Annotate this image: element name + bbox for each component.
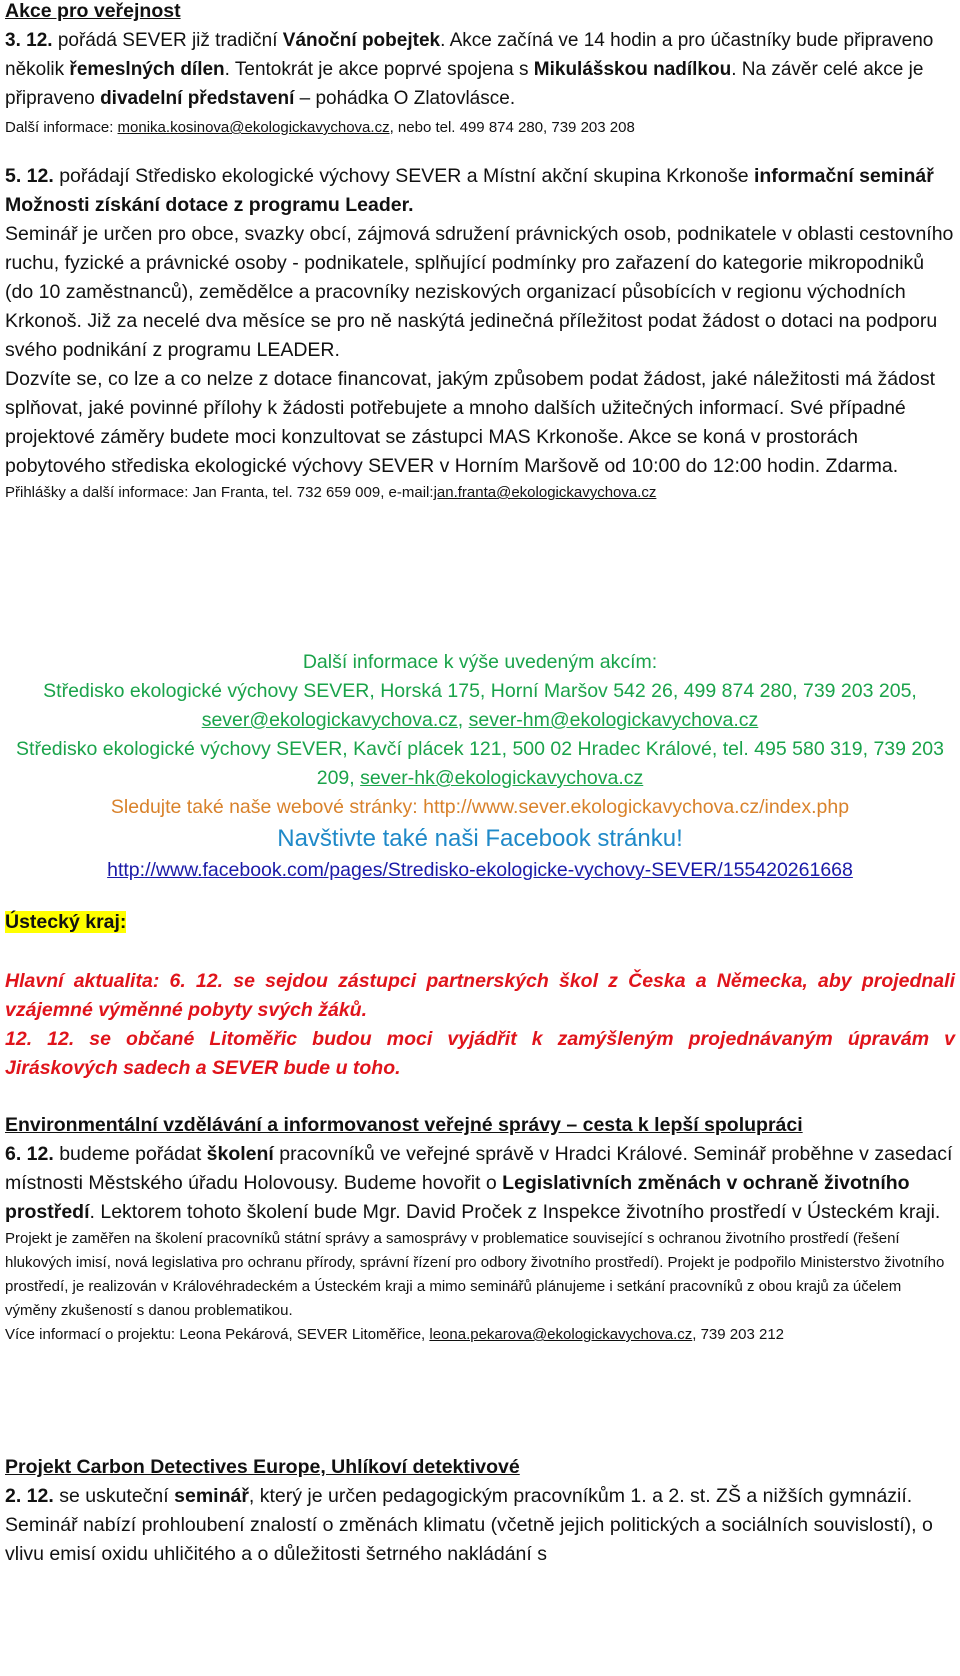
paragraph-project: Projekt je zaměřen na školení pracovníků státní správy a samosprávy v problematice související s ochranou životního prostředí (řešení hlukových imisí, nová legislativa pro ochranu přírody, správní řízení pro odbory životního prostředí). Projekt je podpořilo Ministerstvo životního prostředí, je realizován v Královéhradeckém a Ústeckém kraji a mimo seminářů plánujeme i setkání pracovníků z obou krajů za účelem výměny zkušeností s danou problematikou.	[5, 1230, 945, 1319]
email-link[interactable]: monika.kosinova@ekologickavychova.cz	[117, 119, 390, 136]
news-main: Hlavní aktualita: 6. 12. se sejdou zástupci partnerských škol z Česka a Německa, aby projednali vzájemné výměnné pobyty svých žáků.	[5, 970, 955, 1021]
paragraph-seminar-target: Seminář je určen pro obce, svazky obcí, zájmová sdružení právnických osob, podnikatele v oblasti cestovního ruchu, fyzické a právnické osoby - podnikatele, splňující podmínky pro zařazení do kategorie mikropodniků (do 10 zaměstnanců), zemědělce a pracovníky neziskových organizací působících v regionu východních Krkonoš. Již za necelé dva měsíce se pro ně naskýtá jedinečná příležitost podat žádost o dotaci na podporu svého podnikání z programu LEADER.	[5, 223, 954, 361]
section-heading: Environmentální vzdělávání a informovanost veřejné správy – cesta k lepší spolupráci	[5, 1114, 803, 1136]
website-line: Sledujte také naše webové stránky: http://www.sever.ekologickavychova.cz/index.php	[110, 796, 850, 818]
email-link[interactable]: sever@ekologickavychova.cz	[201, 709, 458, 731]
paragraph-carbon-seminar: 2. 12. se uskuteční seminář, který je určen pedagogickým pracovníkům 1. a 2. st. ZŠ a nižších gymnázií. Seminář nabízí prohloubení znalostí o změnách klimatu (včetně jejich politických a sociálních souvislostí), o vlivu emisí oxidu uhličitého a o důležitosti šetrného nakládání s	[5, 1485, 933, 1565]
contact-horni-marsov: Středisko ekologické výchovy SEVER, Horská 175, Horní Maršov 542 26, 499 874 280, 739 203 205, sever@ekologickavychova.cz, sever-hm@ekologickavychova.cz	[43, 680, 917, 731]
news-litomerice: 12. 12. se občané Litoměřic budou moci vyjádřit k zamýšleným projednávaným úpravám v Jiráskových sadech a SEVER bude u toho.	[5, 1028, 955, 1079]
section-heading: Projekt Carbon Detectives Europe, Uhlíkoví detektivové	[5, 1456, 520, 1478]
paragraph-training: 6. 12. budeme pořádat školení pracovníků ve veřejné správě v Hradci Králové. Seminář proběhne v zasedací místnosti Městského úřadu Holovousy. Budeme hovořit o Legislativních změnách v ochraně životního prostředí. Lektorem tohoto školení bude Mgr. David Proček z Inspekce životního prostředí v Ústeckém kraji.	[5, 1143, 953, 1223]
contact-block	[0, 648, 960, 885]
contact-intro: Další informace k výše uvedeným akcím:	[302, 651, 658, 673]
paragraph-info: Další informace: monika.kosinova@ekologickavychova.cz, nebo tel. 499 874 280, 739 203 208	[5, 119, 635, 136]
section-leader-seminar	[5, 162, 955, 505]
section-public-administration	[5, 1111, 955, 1347]
region-block	[5, 908, 955, 937]
paragraph-project-contact: Více informací o projektu: Leona Pekárová, SEVER Litoměřice, leona.pekarova@ekologickavychova.cz, 739 203 212	[5, 1326, 785, 1343]
section-carbon-detectives	[5, 1453, 955, 1569]
email-link[interactable]: jan.franta@ekologickavychova.cz	[433, 484, 657, 501]
region-heading: Ústecký kraj:	[5, 911, 127, 933]
facebook-invite: Navštivte také naši Facebook stránku!	[277, 825, 683, 852]
facebook-link[interactable]: http://www.facebook.com/pages/Stredisko-ekologicke-vychovy-SEVER/155420261668	[107, 859, 853, 881]
section-heading: Akce pro veřejnost	[5, 0, 181, 22]
email-link[interactable]: sever-hk@ekologickavychova.cz	[360, 767, 644, 789]
paragraph-seminar-intro: 5. 12. pořádají Středisko ekologické výchovy SEVER a Místní akční skupina Krkonoše informační seminář Možnosti získání dotace z programu Leader.	[5, 165, 934, 216]
paragraph-christmas: 3. 12. pořádá SEVER již tradiční Vánoční pobejtek. Akce začíná ve 14 hodin a pro účastníky bude připraveno několik řemeslných dílen. Tentokrát je akce poprvé spojena s Mikulášskou nadílkou. Na závěr celé akce je připraveno divadelní představení – pohádka O Zlatovlásce.	[5, 30, 934, 109]
paragraph-seminar-details: Dozvíte se, co lze a co nelze z dotace financovat, jakým způsobem podat žádost, jaké náležitosti má žádost splňovat, jaké povinné přílohy k žádosti potřebujete a mnoho dalších užitečných informací. Své případné projektové záměry budete moci konzultovat se zástupci MAS Krkonoše. Akce se koná v prostorách pobytového střediska ekologické výchovy SEVER v Horním Maršově od 10:00 do 12:00 hodin. Zdarma.	[5, 368, 935, 477]
region-news	[5, 967, 955, 1083]
facebook-link-line	[0, 856, 960, 885]
email-link[interactable]: leona.pekarova@ekologickavychova.cz	[429, 1326, 693, 1343]
paragraph-seminar-contact: Přihlášky a další informace: Jan Franta, tel. 732 659 009, e-mail:jan.franta@ekologickavychova.cz	[5, 484, 657, 501]
section-public-events	[5, 0, 955, 142]
contact-hradec-kralove: Středisko ekologické výchovy SEVER, Kavčí plácek 121, 500 02 Hradec Králové, tel. 495 580 319, 739 203 209, sever-hk@ekologickavychova.cz	[16, 738, 944, 789]
email-link[interactable]: sever-hm@ekologickavychova.cz	[468, 709, 759, 731]
